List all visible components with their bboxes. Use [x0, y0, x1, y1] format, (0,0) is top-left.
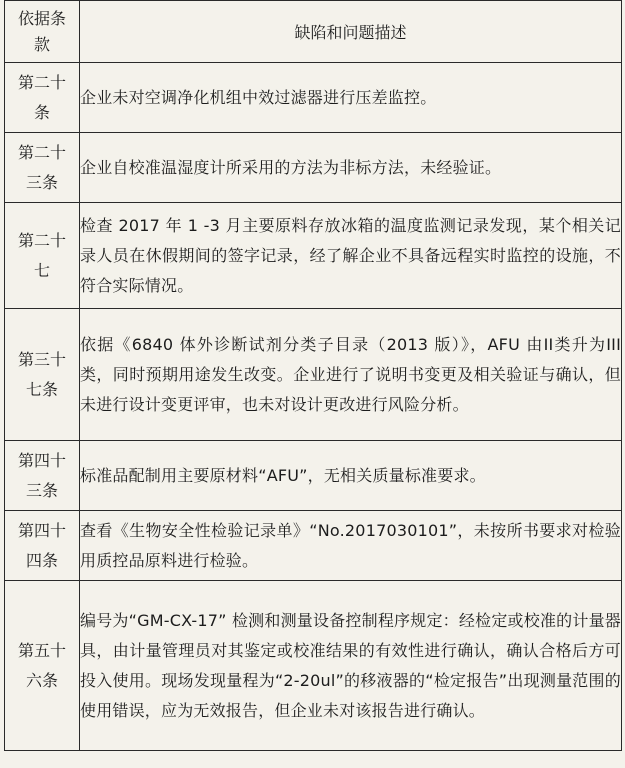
row-clause: 第二十条 [5, 63, 80, 133]
row-clause: 第五十六条 [5, 581, 80, 751]
table-row [5, 63, 622, 133]
table-row [5, 133, 622, 203]
row-clause: 第四十四条 [5, 511, 80, 581]
table-row [5, 441, 622, 511]
row-description: 检查 2017 年 1 -3 月主要原料存放冰箱的温度监测记录发现，某个相关记录人员在休假期间的签字记录，经了解企业不具备远程实时监控的设施，不符合实际情况。 [80, 203, 622, 309]
row-description: 标准品配制用主要原材料“AFU”，无相关质量标准要求。 [80, 441, 622, 511]
table-header-row [5, 1, 622, 63]
table-row [5, 581, 622, 751]
row-clause: 第三十七条 [5, 309, 80, 441]
header-description: 缺陷和问题描述 [80, 1, 622, 63]
row-clause: 第二十七 [5, 203, 80, 309]
row-description: 企业未对空调净化机组中效过滤器进行压差监控。 [80, 63, 622, 133]
row-description: 依据《6840 体外诊断试剂分类子目录（2013 版）》，AFU 由II类升为III类，同时预期用途发生改变。企业进行了说明书变更及相关验证与确认，但未进行设计变更评审，也未对设计更改进行风险分析。 [80, 309, 622, 441]
table-row [5, 203, 622, 309]
table-row [5, 309, 622, 441]
row-description: 查看《生物安全性检验记录单》“No.2017030101”，未按所书要求对检验用质控品原料进行检验。 [80, 511, 622, 581]
defects-table [4, 0, 622, 751]
row-description: 编号为“GM-CX-17” 检测和测量设备控制程序规定：经检定或校准的计量器具，由计量管理员对其鉴定或校准结果的有效性进行确认，确认合格后方可投入使用。现场发现量程为“2-20ul”的移液器的“检定报告”出现测量范围的使用错误，应为无效报告，但企业未对该报告进行确认。 [80, 581, 622, 751]
row-description: 企业自校准温湿度计所采用的方法为非标方法，未经验证。 [80, 133, 622, 203]
table-row [5, 511, 622, 581]
row-clause: 第二十三条 [5, 133, 80, 203]
header-clause: 依据条款 [5, 1, 80, 63]
row-clause: 第四十三条 [5, 441, 80, 511]
